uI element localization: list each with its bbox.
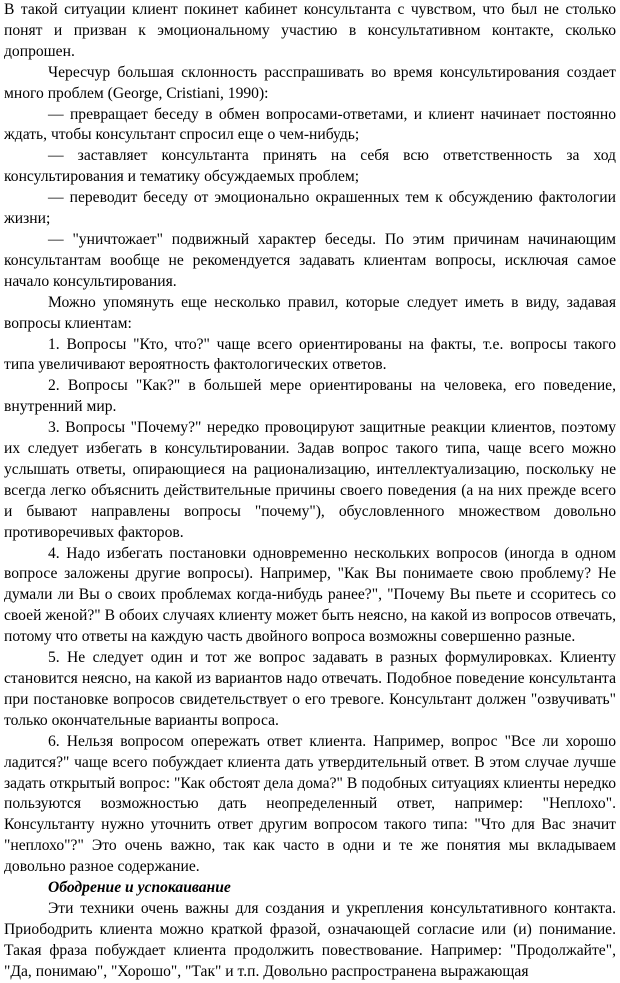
list-item-dash-4: — "уничтожает" подвижный характер беседы. По этим причинам начинающим консультантам вообще не рекомендуется задавать клиентам вопросы, исключая самое начало консультирования.: [4, 230, 616, 290]
paragraph-encouragement: Эти техники очень важны для создания и укрепления консультативного контакта. Приободрить клиента можно краткой фразой, означающей согласие или (и) понимание. Такая фраза побуждает клиента продолжить повествование. Например: "Продолжайте", "Да, понимаю", "Хорошо", "Так" и т.п. Довольно распространена выражающая: [4, 899, 616, 980]
paragraph-rules-intro: Можно упомянуть еще несколько правил, которые следует иметь в виду, задавая вопросы клиентам:: [4, 293, 616, 332]
list-item-dash-2: — заставляет консультанта принять на себя всю ответственность за ход консультирования и тематику обсуждаемых проблем;: [4, 147, 616, 186]
rule-item-6: 6. Нельзя вопросом опережать ответ клиента. Например, вопрос "Все ли хорошо ладится?" чаще всего побуждает клиента дать утвердительный ответ. В этом случае лучше задать открытый вопрос: "Как обстоят дела дома?" В подобных ситуациях клиенты нередко пользуются возможностью дать неопределенный ответ, например: "Неплохо". Консультанту нужно уточнить ответ другим вопросом такого типа: "Что для Вас значит "неплохо"?" Это очень важно, так как часто в одни и те же понятия мы вкладываем довольно разное содержание.: [4, 732, 616, 876]
list-item-dash-1: — превращает беседу в обмен вопросами-ответами, и клиент начинает постоянно ждать, чтобы консультант спросил еще о чем-нибудь;: [4, 105, 616, 144]
paragraph-intro: В такой ситуации клиент покинет кабинет консультанта с чувством, что был не столько понят и призван к эмоциональному участию в консультативном контакте, сколько допрошен.: [4, 1, 616, 60]
paragraph-questioning-problems: Чересчур большая склонность расспрашивать во время консультирования создает много проблем (George, Cristiani, 1990):: [4, 63, 616, 102]
section-heading: Ободрение и успокаивание: [48, 879, 231, 897]
rule-item-5: 5. Не следует один и тот же вопрос задавать в разных формулировках. Клиенту становится неясно, на какой из вариантов надо отвечать. Подобное поведение консультанта при постановке вопросов свидетельствует о его тревоге. Консультант должен "озвучивать" только окончательные варианты вопроса.: [4, 649, 616, 729]
rule-item-4: 4. Надо избегать постановки одновременно нескольких вопросов (иногда в одном вопросе заложены другие вопросы). Например, "Как Вы понимаете свою проблему? Не думали ли Вы о своих проблемах когда-нибудь ранее?", "Почему Вы пьете и ссоритесь со своей женой?" В обоих случаях клиенту может быть неясно, на какой из вопросов отвечать, потому что ответы на каждую часть двойного вопроса возможны совершенно разные.: [4, 544, 616, 646]
list-item-dash-3: — переводит беседу от эмоционально окрашенных тем к обсуждению фактологии жизни;: [4, 189, 616, 228]
document-page: [4, 0, 616, 983]
rule-item-2: 2. Вопросы "Как?" в большей мере ориентированы на человека, его поведение, внутренний мир.: [4, 377, 616, 416]
rule-item-1: 1. Вопросы "Кто, что?" чаще всего ориентированы на факты, т.е. вопросы такого типа увеличивают вероятность фактологических ответов.: [4, 335, 616, 374]
rule-item-3: 3. Вопросы "Почему?" нередко провоцируют защитные реакции клиентов, поэтому их следует избегать в консультировании. Задав вопрос такого типа, чаще всего можно услышать ответы, опирающиеся на рационализацию, интеллектуализацию, поскольку не всегда легко объяснить действительные причины своего поведения (а на них прежде всего и бывают направлены вопросы "почему"), обусловленного множеством довольно противоречивых факторов.: [4, 419, 616, 541]
